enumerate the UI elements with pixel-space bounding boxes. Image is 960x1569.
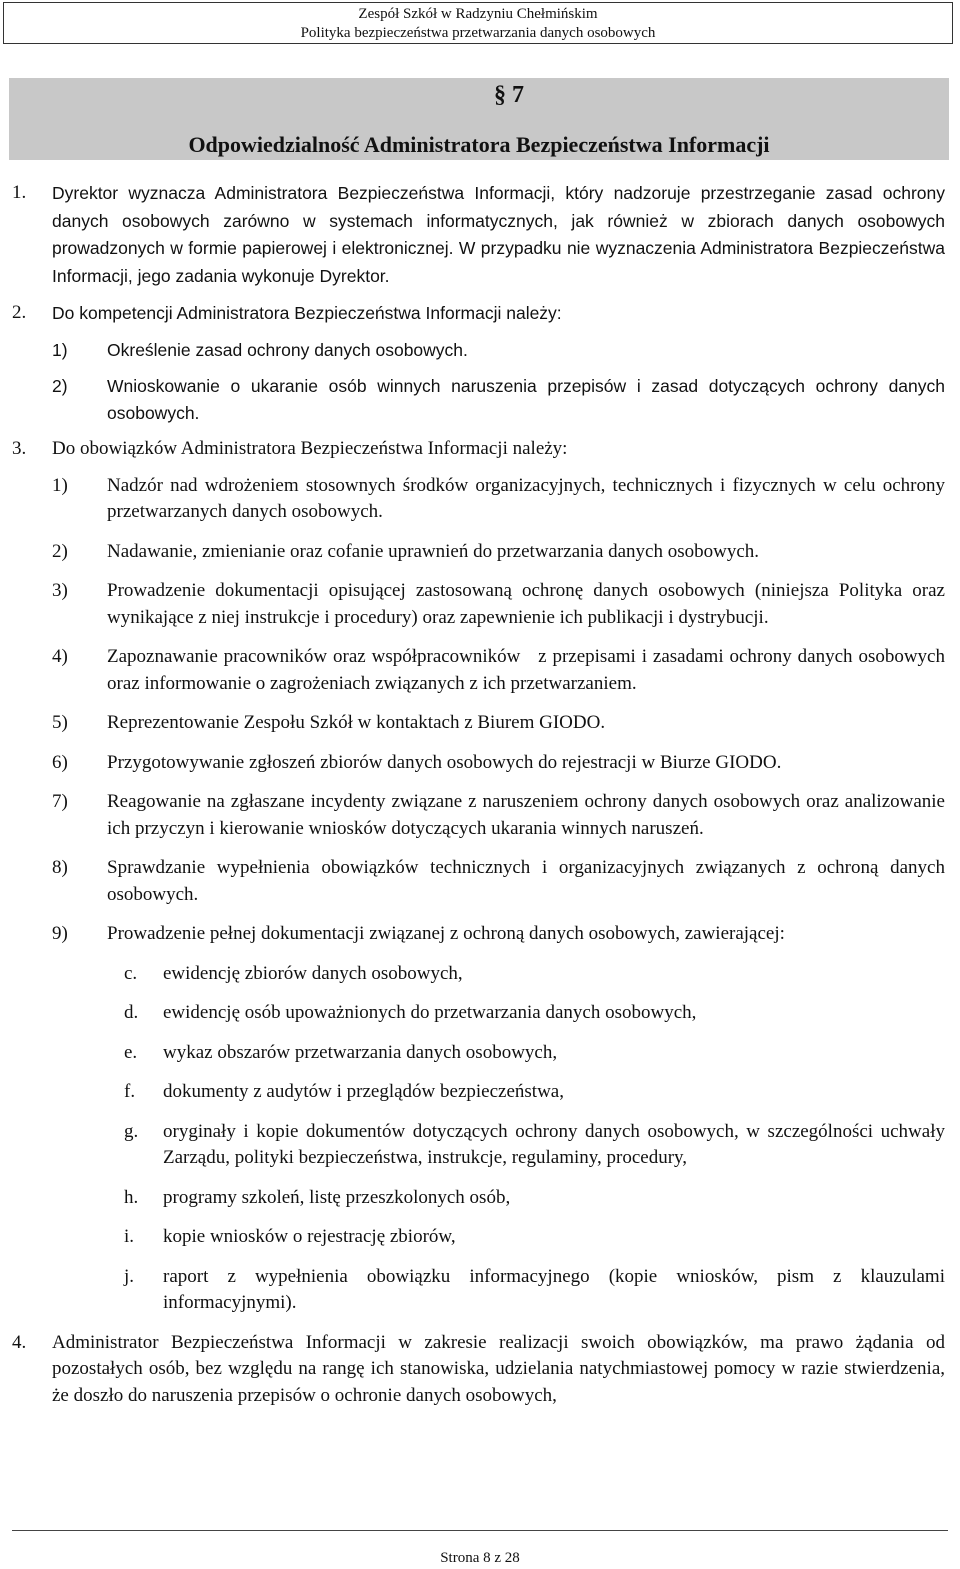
sub-list-item [0,337,960,364]
sub-item-text: Zapoznawanie pracowników oraz współpracowników z przepisami i zasadami ochrony danych osobowych oraz informowanie o zagrożeniach związanych z ich przetwarzaniem. [107,646,950,694]
letter-list-item [0,961,960,988]
sub-item-number: 2) [52,376,68,396]
sub-item-number: 1) [52,339,68,360]
item-text: Do obowiązków Administratora Bezpieczeństwa Informacji należy: [52,438,568,459]
letter-list-item [0,1000,960,1027]
list-item [0,180,960,290]
list-item [0,300,960,327]
letter-item-marker: i. [124,1226,135,1247]
item-number: 2. [12,302,27,323]
sub-item-text: Określenie zasad ochrony danych osobowych. [107,339,468,360]
sub-item-text: Wnioskowanie o ukaranie osób winnych naruszenia przepisów i zasad dotyczących ochrony danych osobowych. [107,376,945,423]
sub-list-item [0,578,960,631]
letter-item-marker: j. [124,1265,135,1287]
letter-item-marker: e. [124,1041,138,1063]
letter-list-item [0,1224,960,1251]
page-header [3,2,953,44]
sub-item-text: Sprawdzanie wypełnienia obowiązków technicznych i organizacyjnych związanych z ochroną danych osobowych. [107,857,945,905]
section-heading-band [9,78,949,160]
letter-item-marker: g. [124,1120,139,1142]
sub-item-text: Nadzór nad wdrożeniem stosownych środków organizacyjnych, technicznych i fizycznych w celu ochrony przetwarzanych danych osobowych. [107,474,945,522]
sub-list-item [0,473,960,526]
sub-item-number: 3) [52,580,68,601]
letter-item-text: ewidencję zbiorów danych osobowych, [163,962,463,984]
sub-item-number: 5) [52,712,68,733]
sub-item-number: 1) [52,474,68,496]
sub-item-text: Nadawanie, zmienianie oraz cofanie uprawnień do przetwarzania danych osobowych. [107,540,760,562]
sub-item-number: 6) [52,751,68,773]
sub-item-text: Prowadzenie pełnej dokumentacji związanej z ochroną danych osobowych, zawierającej: [107,923,785,944]
item-text: Dyrektor wyznacza Administratora Bezpieczeństwa Informacji, który nadzoruje przestrzeganie zasad ochrony danych osobowych zarówno w systemach informatycznych, jak również w zbiorach danych osobowych prowadzonych w formie papierowej i elektronicznej. W przypadku nie wyznaczenia Administratora Bezpieczeństwa Informacji, jego zadania wykonuje Dyrektor. [52,183,945,286]
sub-item-number: 4) [52,646,68,667]
sub-item-number: 8) [52,857,68,878]
sub-item-number: 2) [52,540,68,562]
letter-list-item [0,1264,960,1317]
letter-item-marker: f. [124,1081,136,1102]
letter-item-text: oryginały i kopie dokumentów dotyczących ochrony danych osobowych, w szczególności uchwały Zarządu, polityki bezpieczeństwa, instrukcje, regulaminy, procedury, [163,1120,945,1168]
letter-item-text: ewidencję osób upoważnionych do przetwarzania danych osobowych, [163,1002,697,1023]
page-number: Strona 8 z 28 [440,1550,520,1566]
letter-item-text: raport z wypełnienia obowiązku informacyjnego (kopie wniosków, pism z klauzulami informacyjnymi). [163,1265,945,1313]
item-text: Do kompetencji Administratora Bezpieczeństwa Informacji należy: [52,303,562,323]
letter-item-text: kopie wniosków o rejestrację zbiorów, [163,1226,456,1247]
list-item [0,436,960,463]
letter-list-item [0,1119,960,1172]
letter-list-item [0,1185,960,1212]
sub-item-text: Reprezentowanie Zespołu Szkół w kontaktach z Biurem GIODO. [107,712,606,733]
letter-item-marker: h. [124,1186,139,1208]
footer-divider [12,1530,948,1531]
item-text: Administrator Bezpieczeństwa Informacji w zakresie realizacji swoich obowiązków, ma prawo żądania od pozostałych osób, bez względu na rangę ich stanowiska, udzielania natychmiastowej pomocy w razie stwierdzenia, że doszło do naruszenia przepisów o ochronie danych osobowych, [52,1331,945,1406]
letter-item-text: wykaz obszarów przetwarzania danych osobowych, [163,1041,558,1063]
sub-list-item [0,373,960,426]
letter-item-marker: c. [124,962,138,984]
sub-item-text: Przygotowywanie zgłoszeń zbiorów danych osobowych do rejestracji w Biurze GIODO. [107,751,782,773]
sub-item-text: Reagowanie na zgłaszane incydenty związane z naruszeniem ochrony danych osobowych oraz analizowanie ich przyczyn i kierowanie wniosków dotyczących ukarania winnych naruszeń. [107,791,945,839]
letter-item-text: programy szkoleń, listę przeszkolonych osób, [163,1186,511,1208]
header-school-name: Zespół Szkół w Radzyniu Chełmińskim [358,6,598,22]
sub-item-number: 7) [52,791,68,812]
header-document-title: Polityka bezpieczeństwa przetwarzania danych osobowych [300,25,656,41]
sub-item-text: Prowadzenie dokumentacji opisującej zastosowaną ochronę danych osobowych (niniejsza Polityka oraz wynikające z niej instrukcje i procedury) oraz zapewnienie ich publikacji i dystrybucji. [107,580,945,628]
letter-list-item [0,1079,960,1106]
item-number: 3. [12,438,27,459]
sub-list-item [0,710,960,737]
section-title: Odpowiedzialność Administratora Bezpieczeństwa Informacji [188,132,770,157]
list-item [0,1330,960,1410]
sub-list-item [0,539,960,566]
item-number: 1. [12,182,27,203]
sub-list-item [0,921,960,948]
section-number: § 7 [494,82,524,108]
sub-list-item [0,644,960,697]
sub-item-number: 9) [52,923,68,944]
sub-list-item [0,855,960,908]
sub-list-item [0,750,960,777]
item-number: 4. [12,1331,27,1353]
sub-list-item [0,789,960,842]
letter-item-marker: d. [124,1002,139,1023]
letter-list-item [0,1040,960,1067]
letter-item-text: dokumenty z audytów i przeglądów bezpieczeństwa, [163,1081,564,1102]
document-body [0,180,960,1419]
